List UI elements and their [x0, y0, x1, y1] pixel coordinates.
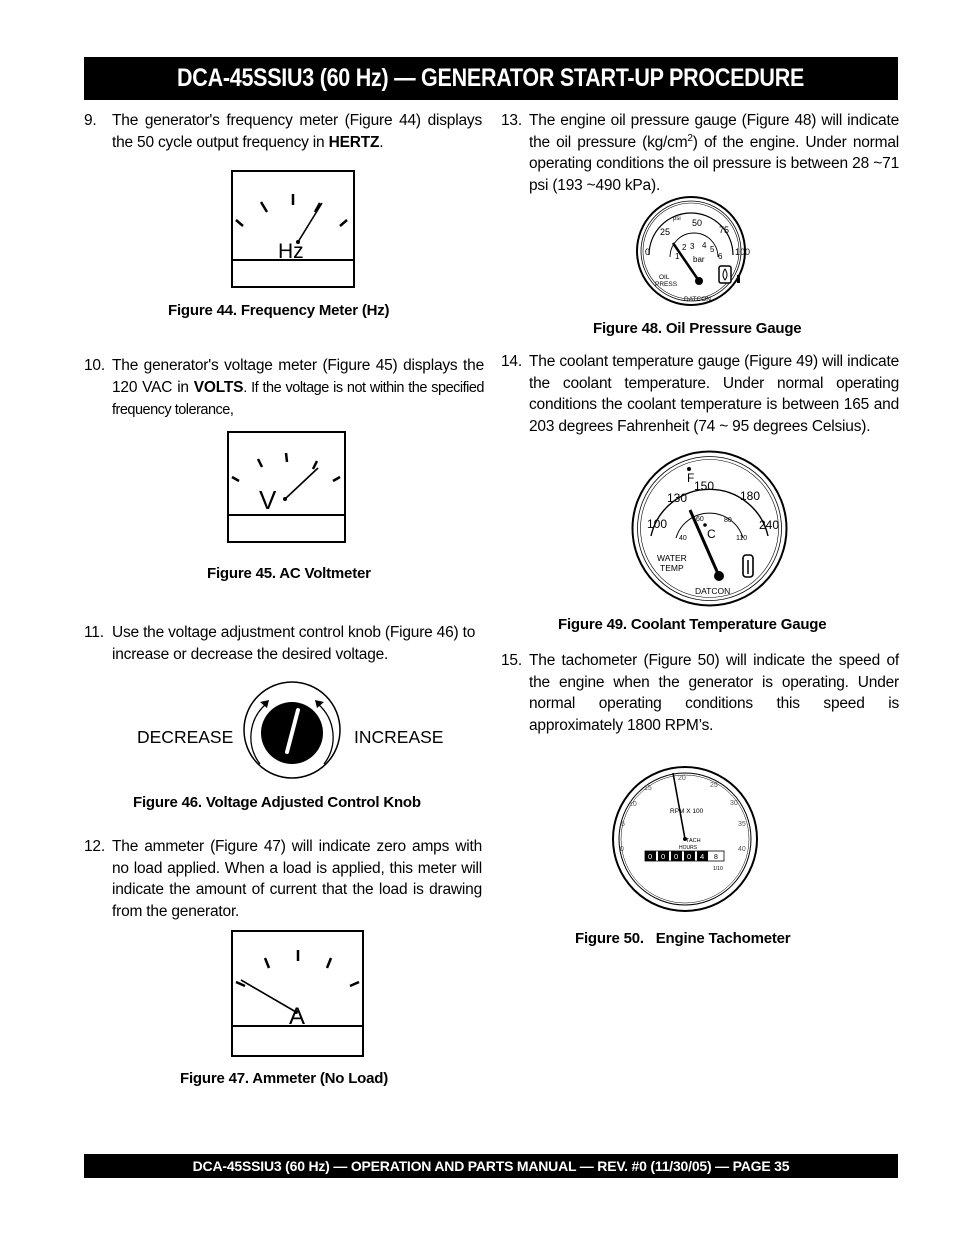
figure-caption: Figure 44. Frequency Meter (Hz)	[168, 302, 390, 319]
psi-tick: 75	[719, 225, 730, 235]
svg-text:psi: psi	[673, 216, 681, 222]
f-tick: 150	[694, 479, 715, 493]
f-tick: 180	[740, 489, 761, 503]
step-number: 11.	[84, 624, 104, 641]
step-number: 10.	[84, 357, 105, 374]
psi-tick: 25	[660, 227, 671, 237]
step-text: The coolant temperature gauge (Figure 49) will indicate the coolant temperature. Under normal operating conditions the coolant temperature is between 165 and 203 degrees Fahrenheit (74 ~ 95 degrees Celsius).	[529, 353, 899, 435]
counter-digit: 0	[661, 852, 666, 861]
f-tick: 240	[759, 518, 780, 532]
step-13	[501, 110, 901, 198]
page-footer	[84, 1154, 898, 1178]
figure-caption: Figure 48. Oil Pressure Gauge	[593, 320, 802, 337]
tach-tick: 35	[738, 821, 746, 828]
step-number: 12.	[84, 838, 105, 855]
tach-tick: 15	[644, 785, 652, 792]
counter-digit: 0	[687, 852, 692, 861]
thermometer-icon	[743, 555, 753, 577]
engine-tachometer	[611, 765, 759, 913]
tach-tick: 20	[678, 775, 686, 782]
fraction-mark: 1/10	[713, 866, 723, 872]
svg-text:OIL: OIL	[659, 274, 670, 281]
counter-digit: 0	[674, 852, 679, 861]
svg-text:F: F	[687, 471, 695, 485]
counter-tenth: 8	[714, 854, 718, 861]
svg-text:PRESS: PRESS	[655, 281, 678, 288]
figure-caption: Figure 50. Engine Tachometer	[575, 930, 791, 947]
oil-pressure-gauge	[635, 195, 751, 307]
page-header	[84, 57, 898, 100]
figure-caption: Figure 45. AC Voltmeter	[207, 565, 371, 582]
svg-text:HOURS: HOURS	[679, 845, 698, 851]
tach-tick: 0	[620, 846, 624, 853]
bar-tick: 4	[702, 241, 707, 250]
scale-tick	[286, 453, 287, 462]
bar-tick: 5	[710, 245, 715, 254]
counter-digit: 4	[700, 852, 705, 861]
unit-label: V	[259, 485, 277, 515]
step-12	[84, 836, 484, 924]
svg-text:WATER: WATER	[657, 553, 687, 563]
step-text: The ammeter (Figure 47) will indicate zero amps with no load applied. When a load is applied, this meter will indicate the amount of current that the load is drawing from the generator.	[112, 838, 482, 920]
step-number: 13.	[501, 112, 522, 129]
step-number: 9.	[84, 112, 97, 129]
bar-tick: 6	[718, 252, 723, 261]
counter-digit: 0	[648, 852, 653, 861]
svg-text:TEMP: TEMP	[660, 563, 684, 573]
c-tick: 60	[696, 516, 704, 523]
step-text: The generator's voltage meter (Figure 45) displays the 120 VAC in VOLTS. If the voltage is not within the specified frequency tolerance,	[112, 357, 484, 418]
step-9	[84, 110, 484, 156]
tach-tick: 10	[629, 801, 637, 808]
figure-caption: Figure 47. Ammeter (No Load)	[180, 1070, 389, 1087]
step-10	[84, 355, 484, 421]
brand-label: DATCON	[695, 586, 731, 596]
unit-label: Hz	[278, 240, 304, 263]
f-tick: 100	[647, 517, 668, 531]
footer-text: DCA-45SSIU3 (60 Hz) — OPERATION AND PARTS MANUAL — REV. #0 (11/30/05) — PAGE 35	[192, 1158, 790, 1174]
decrease-label: DECREASE	[137, 727, 234, 747]
bar-tick: 1	[675, 252, 680, 261]
ammeter	[231, 930, 364, 1057]
step-text: The generator's frequency meter (Figure 44) displays the 50 cycle output frequency in HERTZ.	[112, 112, 482, 151]
svg-text:RPM X 100: RPM X 100	[670, 808, 704, 815]
bar-tick: 3	[690, 242, 695, 251]
tach-tick: 25	[710, 782, 718, 789]
svg-text:TACH: TACH	[686, 838, 701, 844]
c-tick: 110	[736, 535, 748, 542]
step-text: The engine oil pressure gauge (Figure 48) will indicate the oil pressure $(kg/cm^2)$ of the engine. Under normal operating conditions the oil pressure is between 28 ~71 psi (193 ~490 kPa).	[529, 112, 899, 194]
voltage-knob-figure	[136, 680, 448, 780]
figure-caption: Figure 49. Coolant Temperature Gauge	[558, 616, 827, 633]
step-14	[501, 351, 901, 439]
figure-caption: Figure 46. Voltage Adjusted Control Knob	[133, 794, 421, 811]
coolant-temperature-gauge	[631, 450, 788, 607]
tach-tick: 40	[738, 846, 746, 853]
tach-tick: 5	[621, 821, 625, 828]
unit-label: A	[289, 1003, 306, 1030]
c-tick: 40	[679, 535, 687, 542]
psi-tick: 100	[735, 247, 751, 257]
ac-voltmeter	[227, 431, 346, 543]
tach-tick: 30	[730, 800, 738, 807]
bar-tick: 2	[682, 243, 687, 252]
c-tick: 80	[724, 517, 732, 524]
frequency-meter	[231, 170, 355, 288]
increase-label: INCREASE	[354, 727, 444, 747]
step-11	[84, 622, 484, 666]
psi-tick: 0	[645, 247, 651, 257]
f-tick: 130	[667, 491, 688, 505]
page-title: DCA-45SSIU3 (60 Hz) — GENERATOR START-UP PROCEDURE	[177, 64, 805, 92]
svg-text:C: C	[707, 527, 716, 541]
step-number: 15.	[501, 652, 522, 669]
psi-tick: 50	[692, 218, 703, 228]
brand-label: DATCON	[684, 296, 711, 303]
step-text: Use the voltage adjustment control knob (Figure 46) to increase or decrease the desired voltage.	[112, 624, 476, 663]
hour-counter	[645, 851, 724, 861]
step-number: 14.	[501, 353, 522, 370]
svg-text:bar: bar	[693, 255, 705, 264]
step-15	[501, 650, 901, 738]
step-text: The tachometer (Figure 50) will indicate the speed of the engine when the generator is operating. Under normal operating conditions this speed is approximately 1800 RPM’s.	[529, 652, 899, 734]
